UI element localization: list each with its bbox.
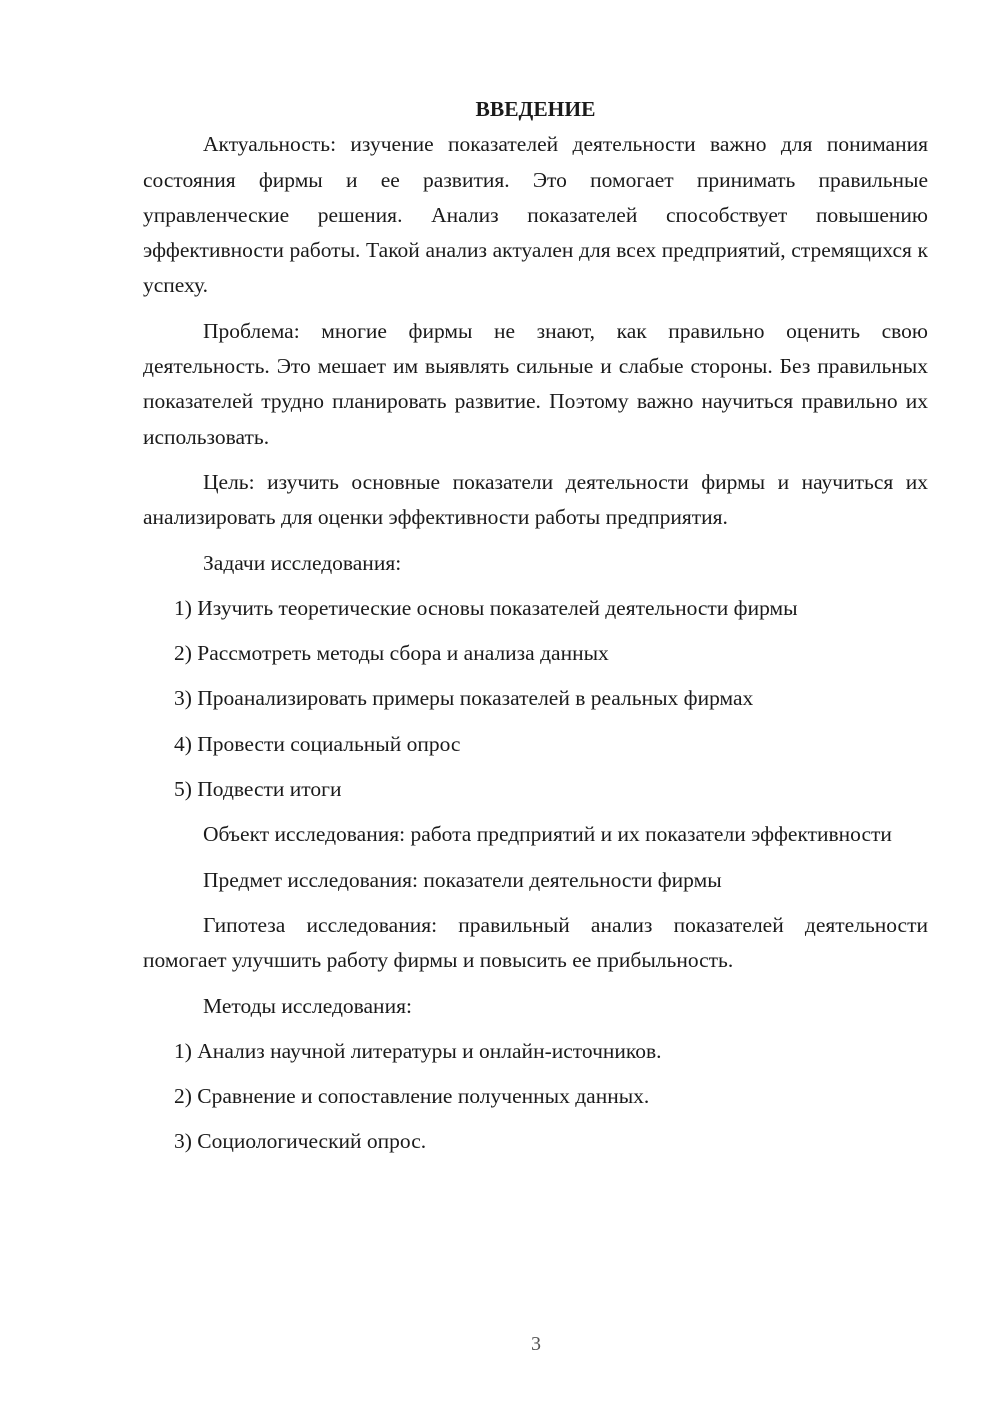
paragraph-goal: Цель: изучить основные показатели деятельности фирмы и научиться их анализировать для оценки эффективности работы предприятия.: [143, 469, 928, 530]
paragraph-object: Объект исследования: работа предприятий и их показатели эффективности: [203, 822, 892, 847]
list-item: 1) Анализ научной литературы и онлайн-источников.: [174, 1038, 662, 1063]
paragraph-hypothesis: Гипотеза исследования: правильный анализ показателей деятельности помогает улучшить работу фирмы и повысить ее прибыльность.: [143, 912, 928, 973]
methods-label: Методы исследования:: [203, 993, 412, 1018]
list-item: 3) Социологический опрос.: [174, 1129, 427, 1154]
page-title: ВВЕДЕНИЕ: [475, 97, 596, 121]
list-item: 2) Рассмотреть методы сбора и анализа данных: [174, 641, 609, 666]
paragraph-relevance: Актуальность: изучение показателей деятельности важно для понимания состояния фирмы и ее развития. Это помогает принимать правильные управленческие решения. Анализ показателей способствует повышению эффективности работы. Такой анализ актуален для всех предприятий, стремящихся к успеху.: [143, 132, 928, 298]
paragraph-subject: Предмет исследования: показатели деятельности фирмы: [203, 867, 722, 892]
page-content: [143, 92, 928, 1170]
methods-list: [143, 1034, 928, 1160]
tasks-list: [143, 591, 928, 807]
paragraph-problem: Проблема: многие фирмы не знают, как правильно оценить свою деятельность. Это мешает им выявлять сильные и слабые стороны. Без правильных показателей трудно планировать развитие. Поэтому важно научиться правильно их использовать.: [143, 318, 928, 449]
list-item: 5) Подвести итоги: [174, 777, 342, 802]
list-item: 4) Провести социальный опрос: [174, 731, 461, 756]
page-number: 3: [531, 1333, 541, 1355]
list-item: 3) Проанализировать примеры показателей в реальных фирмах: [174, 686, 754, 711]
tasks-label: Задачи исследования:: [203, 550, 402, 575]
list-item: 1) Изучить теоретические основы показателей деятельности фирмы: [174, 595, 798, 620]
list-item: 2) Сравнение и сопоставление полученных данных.: [174, 1084, 650, 1109]
